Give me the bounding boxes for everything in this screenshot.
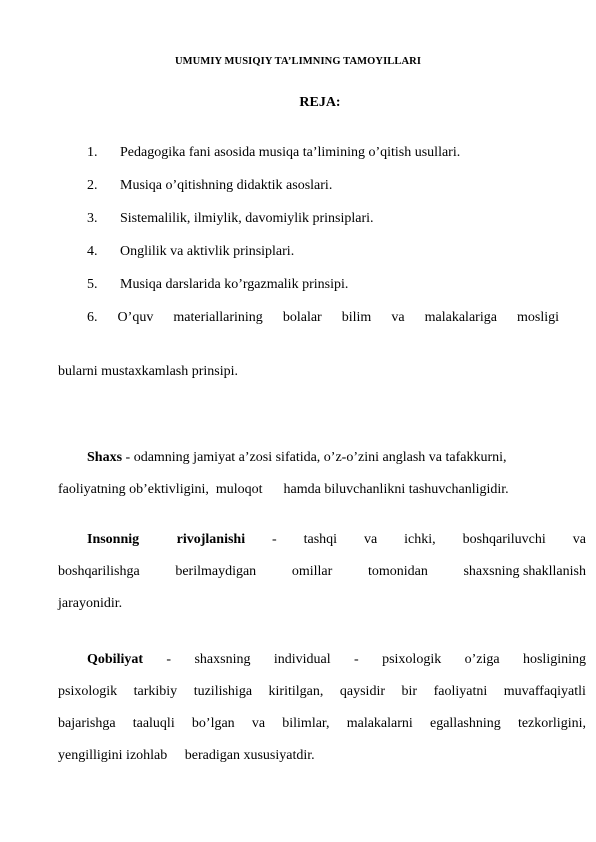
- word: shaxsning shakllanish: [463, 564, 586, 579]
- plan-number: 4.: [87, 244, 98, 259]
- plan-word: bilim: [341, 310, 372, 325]
- word: kiritilgan,: [268, 684, 324, 699]
- definition-term: Qobiliyat: [87, 652, 144, 667]
- plan-item-4: [87, 242, 587, 275]
- word: tomonidan: [367, 564, 428, 579]
- word: psixologik: [382, 652, 442, 667]
- word: malakalarni: [346, 716, 413, 731]
- definition-term: Insonnig rivojlanishi: [87, 532, 246, 547]
- word: tezkorligini,: [517, 716, 586, 731]
- plan-item-1: [87, 143, 587, 176]
- word: boshqarilishga: [58, 564, 140, 579]
- paragraph-line: faoliyatning ob’ektivligini, muloqot hamda biluvchanlikni tashuvchanligidir.: [58, 482, 509, 497]
- plan-item-6: [87, 308, 587, 328]
- word: omillar: [291, 564, 333, 579]
- word: va: [572, 532, 586, 547]
- plan-word: materiallarining: [173, 310, 263, 325]
- definition-text: - odamning jamiyat a’zosi sifatida, o’z-o’zini anglash va tafakkurni,: [125, 450, 507, 465]
- plan-item-2: [87, 176, 587, 209]
- definition-rivojlanish: [58, 524, 586, 620]
- plan-list: [87, 143, 587, 328]
- word: berilmaydigan: [175, 564, 257, 579]
- paragraph-line: [58, 556, 586, 588]
- plan-word: malakalariga: [424, 310, 497, 325]
- word: tuzilishiga: [193, 684, 253, 699]
- word: -: [354, 652, 359, 667]
- plan-word: bolalar: [282, 310, 322, 325]
- word: bilimlar,: [282, 716, 330, 731]
- word: psixologik: [58, 684, 118, 699]
- plan-text: Sistemalilik, ilmiylik, davomiylik prinsiplari.: [120, 211, 374, 226]
- plan-number: 2.: [87, 178, 98, 193]
- paragraph-line: [58, 524, 586, 556]
- paragraph-line: yengilligini izohlab beradigan xususiyatdir.: [58, 748, 315, 763]
- paragraph-line: [58, 442, 586, 474]
- word: tarkibiy: [133, 684, 178, 699]
- plan-text: Pedagogika fani asosida musiqa ta’limining o’qitish usullari.: [120, 145, 461, 160]
- plan-item-5: [87, 275, 587, 308]
- plan-number: 6.: [87, 310, 98, 325]
- plan-number: 1.: [87, 145, 98, 160]
- plan-text: Onglilik va aktivlik prinsiplari.: [120, 244, 295, 259]
- word: shaxsning: [194, 652, 251, 667]
- plan-word: mosligi: [516, 310, 559, 325]
- plan-item-3: [87, 209, 587, 242]
- word: tashqi: [303, 532, 338, 547]
- word: bir: [401, 684, 418, 699]
- word: -: [166, 652, 172, 667]
- word: egallashning: [429, 716, 501, 731]
- definition-qobiliyat: [58, 644, 586, 772]
- plan-word: va: [391, 310, 405, 325]
- plan-number: 5.: [87, 277, 98, 292]
- word: boshqariluvchi: [462, 532, 546, 547]
- paragraph-line: jarayonidir.: [58, 596, 123, 611]
- word: bajarishga: [58, 716, 116, 731]
- paragraph-line: [58, 644, 586, 676]
- word: -: [272, 532, 277, 547]
- definition-shaxs: [58, 442, 586, 506]
- plan-text: Musiqa o’qitishning didaktik asoslari.: [120, 178, 333, 193]
- document-title: UMUMIY MUSIQIY TA’LIMNING TAMOYILLARI: [174, 56, 422, 67]
- word: individual: [273, 652, 331, 667]
- plan-word: O’quv: [117, 310, 154, 325]
- word: va: [251, 716, 266, 731]
- word: ichki,: [404, 532, 436, 547]
- paragraph-line: [58, 708, 586, 740]
- word: va: [364, 532, 378, 547]
- word: faoliyatni: [433, 684, 488, 699]
- word: bo’lgan: [191, 716, 235, 731]
- word: hosligining: [522, 652, 586, 667]
- word: taaluqli: [132, 716, 175, 731]
- word: muvaffaqiyatli: [503, 684, 586, 699]
- plan-item-6-continuation: bularni mustaxkamlash prinsipi.: [58, 364, 239, 379]
- plan-number: 3.: [87, 211, 98, 226]
- definition-term: Shaxs: [87, 450, 123, 465]
- plan-heading: REJA:: [299, 95, 341, 110]
- word: qaysidir: [339, 684, 385, 699]
- plan-text: Musiqa darslarida ko’rgazmalik prinsipi.: [120, 277, 349, 292]
- word: o’ziga: [464, 652, 500, 667]
- paragraph-line: [58, 676, 586, 708]
